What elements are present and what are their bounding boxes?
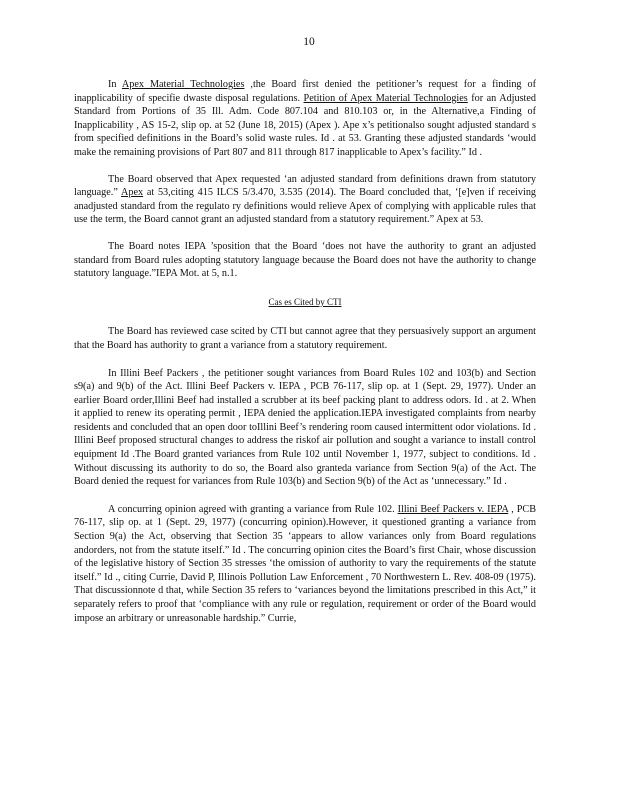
paragraph-illini-beef xyxy=(74,367,536,489)
text-run: Id xyxy=(468,146,477,158)
case-citation: Apex xyxy=(121,187,144,199)
text-run: . Without discussing its authority to do so, the Board also granteda variance from Section 9(a) of the Act. The Board denied the request for variances from Rule 103(b) and Section 9(b) of the Act as ‘unnecessary.” xyxy=(74,449,536,488)
text-run: . xyxy=(477,146,483,158)
text-run: , PCB 76-117, slip op. at 1 (Sept. 29, 1977) (concurring opinion).However, it questioned granting a variance from Section 9(a) the Act, observing that Section 35 ‘appears to allow variances only from Board regulations andorders, not from the statute itself.” xyxy=(74,503,536,556)
paragraph-apex-material xyxy=(74,78,536,160)
text-run: . The concurring opinion cites the Board’s first Chair, whose discussion of the legislative history of Section 35 stresses ‘the omission of authority to vary the requirements of the statute itself.” xyxy=(74,544,536,583)
text-run: The Board observed that Apex requested ‘an adjusted standard from definitions drawn from statutory language.” xyxy=(74,173,536,199)
text-run: The Board notes IEPA ’sposition that the Board ‘does not have the authority to grant an adjusted standard from Board rules adopting statutory language because the Board does not have the authority to change statutory language.”IEPA Mot. at 5, n.1. xyxy=(74,240,536,280)
section-heading xyxy=(74,296,536,310)
text-run: Id xyxy=(232,544,241,556)
paragraph-iepa-position xyxy=(74,240,536,281)
text-run: A concurring opinion agreed with granting a variance from Rule 102. xyxy=(108,503,398,515)
text-run: ., citing Currie, David P, Illinois Pollution Law Enforcement , 70 Northwestern L. Rev. 408-09 (1975). That discussionnote d that, while Section 35 refers to ‘variances beyond the limitations prescribed in this Act,” it separately refers to proof that ‘compliance with any rule or regulation, requirement or order of the Board would impose an arbitrary or unreasonable hardship.” Currie, xyxy=(74,571,536,624)
document-body xyxy=(74,78,536,638)
page-number: 10 xyxy=(303,36,315,48)
text-run: In Illini Beef Packers , the petitioner sought variances from Board Rules 102 and 103(b) and Section s9(a) and 9(b) of the Act. Illini Beef Packers v. IEPA , PCB 76-117, slip op. at 1 (Sept. 29, 1977). Under an earlier Board order,Illini Beef had installed a scrubber at its beef packing plant to address odors. xyxy=(74,367,536,406)
text-run: In xyxy=(108,79,122,90)
paragraph-apex-observed xyxy=(74,173,536,227)
text-run: Id xyxy=(320,133,330,145)
case-citation: Apex Material Technologies xyxy=(121,79,245,90)
text-run: Id xyxy=(120,449,129,461)
text-run: Id xyxy=(521,449,530,461)
text-run: Id xyxy=(522,421,531,433)
case-citation: Petition of Apex Material Technologies xyxy=(303,92,468,104)
text-run: . Illini Beef proposed structural changes to address the riskof air pollution and sought a variance to install control equipment xyxy=(74,421,537,461)
text-run: Id xyxy=(474,394,483,406)
text-run: . at 2. When it applied to renew its operating permit , IEPA denied the application.IEPA investigated complaints from nearby residents and concluded that an open door toIllini Beef’s rendering room caused intermittent odor violations. xyxy=(74,394,536,433)
paragraph-board-reviewed xyxy=(74,325,536,352)
text-run: Id xyxy=(104,571,113,583)
paragraph-concurring-opinion xyxy=(74,503,536,625)
case-citation: Illini Beef Packers v. IEPA xyxy=(397,503,509,515)
text-run: . xyxy=(501,476,507,488)
text-run: at 53,citing 415 ILCS 5/3.470, 3.535 (2014). The Board concluded that, ‘[e]ven if receiving anadjusted standard from the regulato ry definitions would relieve Apex of complying with applicable rules that use the term, the Board cannot grant an adjusted standard from a statutory requirement.” Apex at 53. xyxy=(74,187,537,226)
section-heading-text: Cas es Cited by CTI xyxy=(268,296,342,307)
text-run: Id xyxy=(493,476,502,488)
text-run: for an Adjusted Standard from Portions of 35 Ill. Adm. Code 807.104 and 810.103 or, in the Alternative,a Finding of Inapplicability , AS 15-2, slip op. at 52 (June 18, 2015) (Apex ). Ape x’s petitionalso sought adjusted standard s from specified definitions in the Board’s solid waste rules. xyxy=(74,92,537,145)
text-run: The Board has reviewed case scited by CTI but cannot agree that they persuasively support an argument that the Board has authority to grant a variance from a statutory requirement. xyxy=(74,326,536,351)
text-run: ,the Board first denied the petitioner’s request for a finding of inapplicability of specifie dwaste disposal regulations. xyxy=(74,79,536,104)
text-run: . at 53. Granting these adjusted standards ‘would make the remaining provisions of Part 807 and 811 through 817 inapplicable to Apex’s facility.” xyxy=(74,133,536,158)
text-run: .The Board granted variances from Rule 102 until November 1, 1977, subject to conditions. xyxy=(128,449,522,461)
